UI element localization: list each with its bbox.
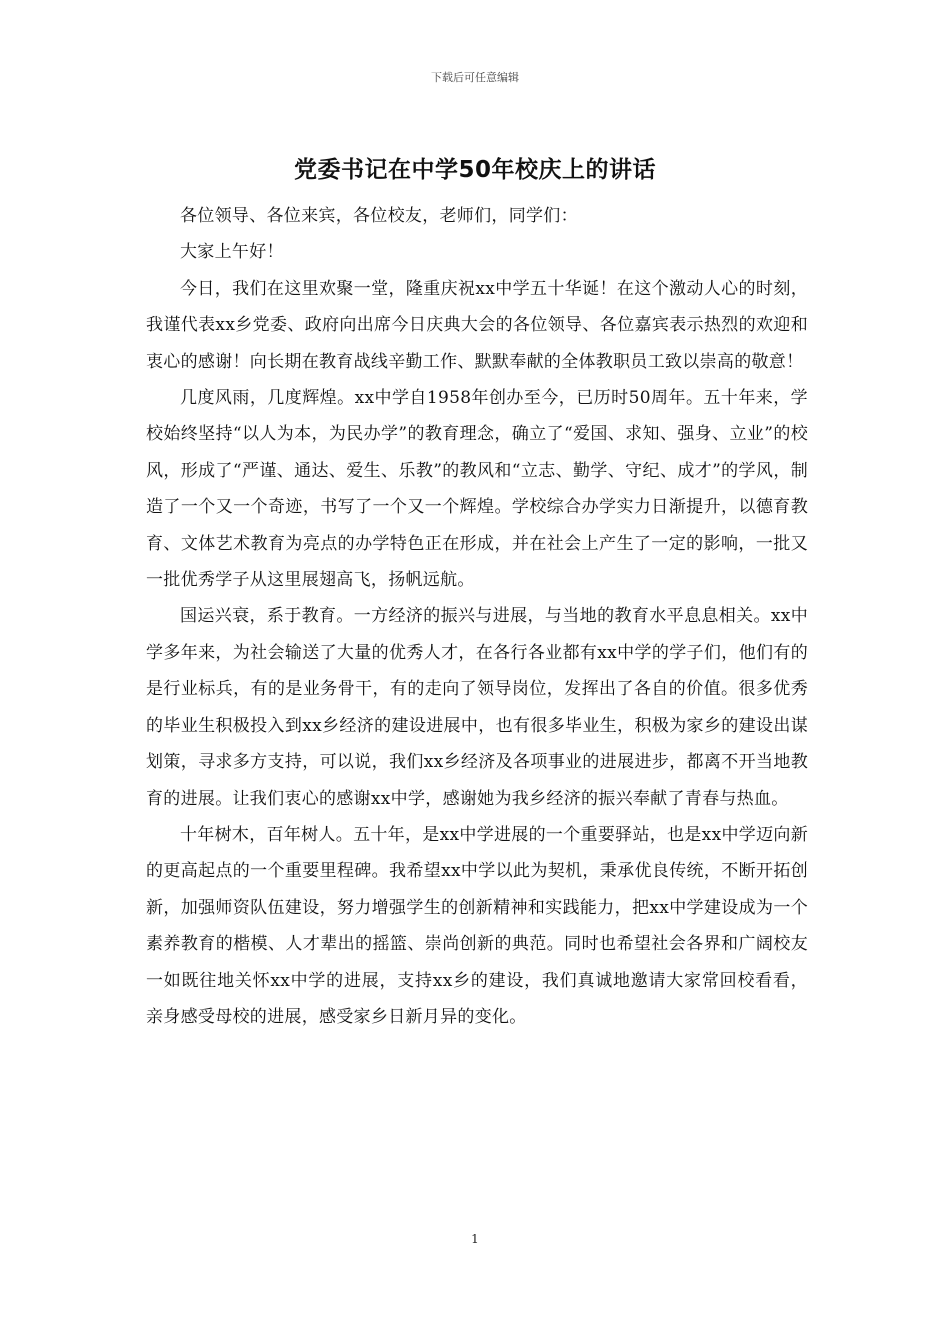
salutation-paragraph: 各位领导、各位来宾，各位校友，老师们，同学们： — [180, 206, 578, 226]
education-paragraph: 国运兴衰，系于教育。一方经济的振兴与进展，与当地的教育水平息息相关。xx中学多年来，为社会输送了大量的优秀人才，在各行各业都有xx中学的学子们，他们有的是行业标兵，有的是业务骨干，有的走向了领导岗位，发挥出了各自的价值。很多优秀的毕业生积极投入到xx乡经济的建设进展中，也有很多毕业生，积极为家乡的建设出谋划策，寻求多方支持，可以说，我们xx乡经济及各项事业的进展进步，都离不开当地教育的进展。让我们衷心的感谢xx中学，感谢她为我乡经济的振兴奉献了青春与热血。 — [146, 606, 808, 809]
document-title: 党委书记在中学50年校庆上的讲话 — [293, 157, 656, 183]
header-note: 下载后可任意编辑 — [431, 71, 519, 84]
page-number: 1 — [471, 1232, 479, 1246]
future-paragraph: 十年树木，百年树人。五十年，是xx中学进展的一个重要驿站，也是xx中学迈向新的更高起点的一个重要里程碑。我希望xx中学以此为契机，秉承优良传统，不断开拓创新，加强师资队伍建设，努力增强学生的创新精神和实践能力，把xx中学建设成为一个素养教育的楷模、人才辈出的摇篮、崇尚创新的典范。同时也希望社会各界和广阔校友一如既往地关怀xx中学的进展，支持xx乡的建设，我们真诚地邀请大家常回校看看，亲身感受母校的进展，感受家乡日新月异的变化。 — [146, 824, 808, 1027]
celebration-paragraph: 今日，我们在这里欢聚一堂，隆重庆祝xx中学五十华诞！在这个激动人心的时刻，我谨代表xx乡党委、政府向出席今日庆典大会的各位领导、各位嘉宾表示热烈的欢迎和衷心的感谢！向长期在教育战线辛勤工作、默默奉献的全体教职员工致以崇高的敬意！ — [146, 278, 808, 372]
greeting-paragraph: 大家上午好！ — [180, 242, 284, 263]
speech-body — [146, 198, 808, 1035]
history-paragraph: 几度风雨，几度辉煌。xx中学自1958年创办至今，已历时50周年。五十年来，学校始终坚持“以人为本，为民办学”的教育理念，确立了“爱国、求知、强身、立业”的校风，形成了“严谨、通达、爱生、乐教”的教风和“立志、勤学、守纪、成才”的学风，制造了一个又一个奇迹，书写了一个又一个辉煌。学校综合办学实力日渐提升，以德育教育、文体艺术教育为亮点的办学特色正在形成，并在社会上产生了一定的影响，一批又一批优秀学子从这里展翅高飞，扬帆远航。 — [146, 388, 808, 591]
